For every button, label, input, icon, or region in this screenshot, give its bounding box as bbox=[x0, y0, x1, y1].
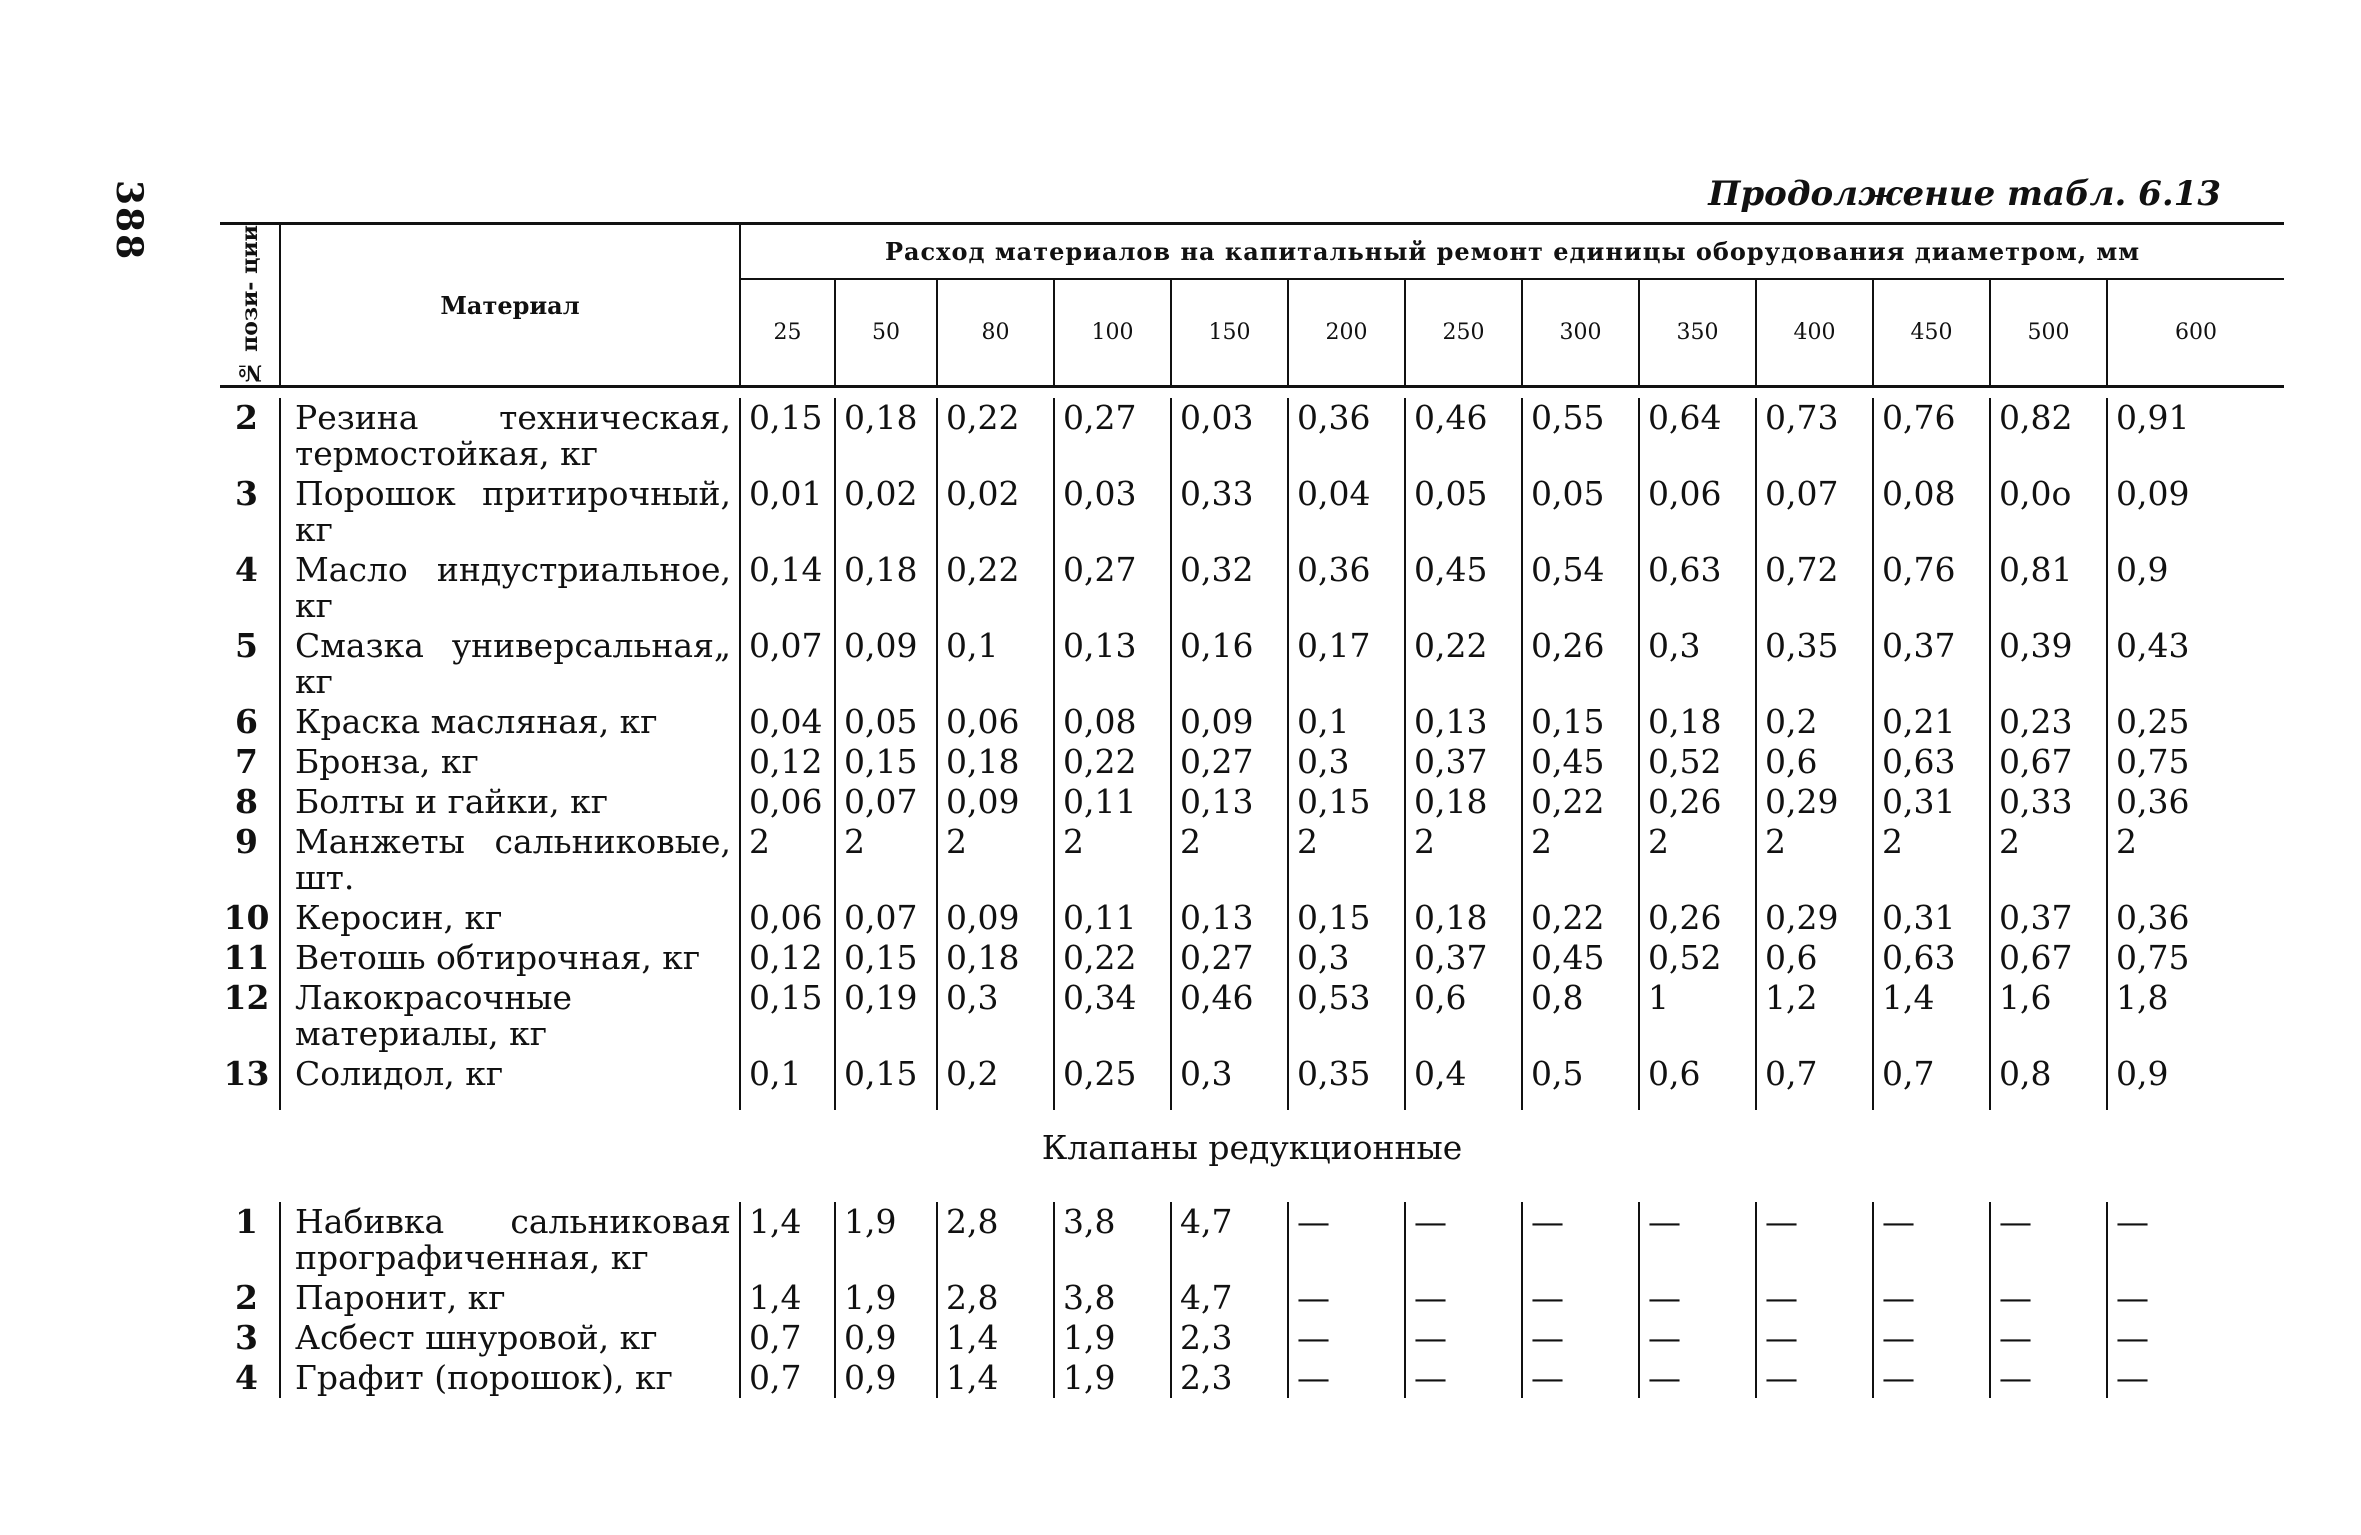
consumption-value: 0,27 bbox=[1054, 550, 1171, 626]
consumption-value: 0,53 bbox=[1288, 978, 1405, 1054]
diameter-header: 450 bbox=[1873, 279, 1990, 387]
consumption-value: 0,27 bbox=[1171, 938, 1288, 978]
consumption-value: 0,12 bbox=[740, 938, 835, 978]
consumption-value: 0,01 bbox=[740, 474, 835, 550]
consumption-value: — bbox=[2116, 1278, 2149, 1318]
consumption-value: 0,06 bbox=[740, 782, 835, 822]
consumption-value: 0,9 bbox=[835, 1358, 937, 1398]
consumption-value: 0,45 bbox=[1522, 742, 1639, 782]
diameter-header: 200 bbox=[1288, 279, 1405, 387]
diameter-header: 500 bbox=[1990, 279, 2107, 387]
table-row bbox=[220, 398, 2284, 474]
consumption-value: 0,08 bbox=[1054, 702, 1171, 742]
consumption-value: — bbox=[1522, 1318, 1639, 1358]
consumption-value: 3,8 bbox=[1054, 1278, 1171, 1318]
consumption-value: 0,37 bbox=[1405, 742, 1522, 782]
position-number: 7 bbox=[220, 742, 280, 782]
table-row bbox=[220, 898, 2284, 938]
consumption-value: — bbox=[2116, 1202, 2149, 1242]
consumption-value: 0,13 bbox=[1405, 702, 1522, 742]
consumption-value: — bbox=[2116, 1358, 2149, 1398]
consumption-value: 0,18 bbox=[1405, 782, 1522, 822]
consumption-value: — bbox=[1990, 1278, 2107, 1318]
consumption-value: — bbox=[1873, 1318, 1990, 1358]
consumption-value: 0,81 bbox=[1990, 550, 2107, 626]
position-number: 2 bbox=[220, 398, 280, 474]
consumption-value: 0,36 bbox=[1288, 550, 1405, 626]
consumption-value: 0,7 bbox=[1756, 1054, 1873, 1110]
consumption-value: 0,18 bbox=[937, 742, 1054, 782]
material-header: Материал bbox=[280, 224, 740, 387]
material-name: Масло индустриальное, кг bbox=[280, 550, 740, 626]
position-number: 5 bbox=[220, 626, 280, 702]
consumption-value: 0,75 bbox=[2116, 742, 2190, 782]
diameter-header: 25 bbox=[740, 279, 835, 387]
consumption-value: — bbox=[2116, 1318, 2149, 1358]
consumption-value: — bbox=[1639, 1318, 1756, 1358]
consumption-value: 0,45 bbox=[1405, 550, 1522, 626]
consumption-value: — bbox=[1288, 1278, 1405, 1318]
consumption-value: 0,05 bbox=[1522, 474, 1639, 550]
consumption-value: — bbox=[1288, 1358, 1405, 1398]
materials-table bbox=[220, 222, 2284, 1398]
consumption-value: 2 bbox=[1171, 822, 1288, 898]
consumption-value: 0,15 bbox=[740, 978, 835, 1054]
diameter-header: 600 bbox=[2175, 320, 2218, 346]
consumption-value: 0,32 bbox=[1171, 550, 1288, 626]
consumption-value: 0,37 bbox=[1990, 898, 2107, 938]
consumption-value: 0,82 bbox=[1990, 398, 2107, 474]
consumption-value: 0,25 bbox=[2116, 702, 2190, 742]
consumption-value: 0,54 bbox=[1522, 550, 1639, 626]
consumption-value: 2 bbox=[1990, 822, 2107, 898]
consumption-value: 0,46 bbox=[1405, 398, 1522, 474]
position-number: 10 bbox=[220, 898, 280, 938]
consumption-value: 0,36 bbox=[1288, 398, 1405, 474]
consumption-value: — bbox=[1990, 1318, 2107, 1358]
material-name: Порошок притирочный, кг bbox=[280, 474, 740, 550]
consumption-value: 0,11 bbox=[1054, 898, 1171, 938]
consumption-value: — bbox=[1873, 1358, 1990, 1398]
consumption-value: 0,1 bbox=[937, 626, 1054, 702]
consumption-value: 0,12 bbox=[740, 742, 835, 782]
consumption-value: 0,02 bbox=[835, 474, 937, 550]
consumption-value: 1,8 bbox=[2116, 978, 2169, 1018]
consumption-value: 1,2 bbox=[1756, 978, 1873, 1054]
consumption-value: — bbox=[1873, 1202, 1990, 1278]
consumption-value: — bbox=[1756, 1278, 1873, 1318]
position-number: 4 bbox=[220, 1358, 280, 1398]
consumption-value: 1,6 bbox=[1990, 978, 2107, 1054]
material-name: Резина техническая, термостойкая, кг bbox=[280, 398, 740, 474]
consumption-value: — bbox=[1405, 1358, 1522, 1398]
consumption-value: 0,03 bbox=[1054, 474, 1171, 550]
consumption-value: 0,15 bbox=[835, 742, 937, 782]
consumption-value: 2,8 bbox=[937, 1202, 1054, 1278]
consumption-value: 0,64 bbox=[1639, 398, 1756, 474]
consumption-value: 3,8 bbox=[1054, 1202, 1171, 1278]
consumption-value: 0,26 bbox=[1639, 898, 1756, 938]
table-row bbox=[220, 822, 2284, 898]
table-row bbox=[220, 742, 2284, 782]
consumption-value: 0,31 bbox=[1873, 898, 1990, 938]
consumption-value: — bbox=[1522, 1358, 1639, 1398]
consumption-value: 0,09 bbox=[1171, 702, 1288, 742]
material-name: Керосин, кг bbox=[280, 898, 740, 938]
consumption-value: 0,36 bbox=[2116, 782, 2190, 822]
consumption-value: 0,76 bbox=[1873, 550, 1990, 626]
consumption-value: 0,55 bbox=[1522, 398, 1639, 474]
position-number: 6 bbox=[220, 702, 280, 742]
position-header: № пози- ции bbox=[220, 224, 280, 387]
consumption-value: — bbox=[1288, 1202, 1405, 1278]
consumption-value: 2 bbox=[1756, 822, 1873, 898]
consumption-value: 0,46 bbox=[1171, 978, 1288, 1054]
consumption-value: 0,03 bbox=[1171, 398, 1288, 474]
consumption-value: 0,15 bbox=[835, 938, 937, 978]
consumption-value: 0,33 bbox=[1990, 782, 2107, 822]
consumption-value: 0,06 bbox=[937, 702, 1054, 742]
consumption-value: 0,09 bbox=[835, 626, 937, 702]
consumption-value: 0,35 bbox=[1756, 626, 1873, 702]
consumption-value: 0,16 bbox=[1171, 626, 1288, 702]
consumption-value: 0,09 bbox=[2116, 474, 2190, 514]
consumption-value: 0,1 bbox=[740, 1054, 835, 1110]
material-name: Ветошь обтирочная, кг bbox=[280, 938, 740, 978]
consumption-value: 0,91 bbox=[2116, 398, 2190, 438]
consumption-value: 1,4 bbox=[937, 1358, 1054, 1398]
consumption-value: 4,7 bbox=[1171, 1202, 1288, 1278]
consumption-value: — bbox=[1405, 1318, 1522, 1358]
consumption-value: 0,67 bbox=[1990, 938, 2107, 978]
consumption-value: 2 bbox=[740, 822, 835, 898]
table-row bbox=[220, 1278, 2284, 1318]
consumption-value: 2 bbox=[2116, 822, 2137, 862]
material-name: Бронза, кг bbox=[280, 742, 740, 782]
consumption-value: 0,18 bbox=[835, 550, 937, 626]
consumption-value: 0,26 bbox=[1639, 782, 1756, 822]
consumption-value: 2 bbox=[937, 822, 1054, 898]
consumption-value: 0,15 bbox=[1288, 898, 1405, 938]
consumption-value: — bbox=[1639, 1278, 1756, 1318]
table-row bbox=[220, 1318, 2284, 1358]
consumption-value: 0,15 bbox=[1288, 782, 1405, 822]
consumption-value: 2 bbox=[1639, 822, 1756, 898]
consumption-value: 1,4 bbox=[740, 1202, 835, 1278]
consumption-value: 0,07 bbox=[740, 626, 835, 702]
consumption-value: 0,72 bbox=[1756, 550, 1873, 626]
material-name: Графит (порошок), кг bbox=[280, 1358, 740, 1398]
table-caption: Продолжение табл. 6.13 bbox=[1708, 174, 2221, 214]
consumption-value: 0,15 bbox=[740, 398, 835, 474]
position-number: 4 bbox=[220, 550, 280, 626]
consumption-value: 0,2 bbox=[937, 1054, 1054, 1110]
consumption-value: — bbox=[1405, 1278, 1522, 1318]
diameter-header: 350 bbox=[1639, 279, 1756, 387]
consumption-value: 1,9 bbox=[835, 1278, 937, 1318]
consumption-value: — bbox=[1522, 1278, 1639, 1318]
consumption-value: 0,06 bbox=[740, 898, 835, 938]
consumption-value: 0,27 bbox=[1054, 398, 1171, 474]
consumption-value: 0,07 bbox=[835, 782, 937, 822]
consumption-value: 0,05 bbox=[835, 702, 937, 742]
consumption-value: 0,63 bbox=[1873, 938, 1990, 978]
consumption-value: 0,37 bbox=[1873, 626, 1990, 702]
consumption-value: 0,5 bbox=[1522, 1054, 1639, 1110]
consumption-value: 0,35 bbox=[1288, 1054, 1405, 1110]
position-number: 3 bbox=[220, 1318, 280, 1358]
section-title: Клапаны редукционные bbox=[1041, 1128, 1463, 1168]
consumption-value: 1,9 bbox=[1054, 1318, 1171, 1358]
consumption-value: 0,07 bbox=[835, 898, 937, 938]
table-row bbox=[220, 978, 2284, 1054]
consumption-value: 0,36 bbox=[2116, 898, 2190, 938]
consumption-value: 2 bbox=[1405, 822, 1522, 898]
consumption-value: — bbox=[1639, 1202, 1756, 1278]
table-row bbox=[220, 1202, 2284, 1278]
material-name: Асбест шнуровой, кг bbox=[280, 1318, 740, 1358]
consumption-value: 0,8 bbox=[1990, 1054, 2107, 1110]
consumption-value: 0,18 bbox=[1405, 898, 1522, 938]
consumption-value: 0,63 bbox=[1639, 550, 1756, 626]
consumption-value: — bbox=[1405, 1202, 1522, 1278]
diameter-header: 300 bbox=[1522, 279, 1639, 387]
consumption-value: 0,67 bbox=[1990, 742, 2107, 782]
consumption-value: 0,05 bbox=[1405, 474, 1522, 550]
consumption-value: 0,04 bbox=[1288, 474, 1405, 550]
material-name: Солидол, кг bbox=[280, 1054, 740, 1110]
consumption-value: 0,7 bbox=[740, 1358, 835, 1398]
consumption-value: 0,18 bbox=[937, 938, 1054, 978]
consumption-value: 0,3 bbox=[1288, 742, 1405, 782]
consumption-value: 0,22 bbox=[1405, 626, 1522, 702]
consumption-value: 0,25 bbox=[1054, 1054, 1171, 1110]
position-number: 12 bbox=[220, 978, 280, 1054]
diameter-header: 250 bbox=[1405, 279, 1522, 387]
consumption-value: 2 bbox=[1054, 822, 1171, 898]
consumption-value: 0,0о bbox=[1990, 474, 2107, 550]
consumption-value: 0,52 bbox=[1639, 938, 1756, 978]
position-number: 11 bbox=[220, 938, 280, 978]
consumption-value: 0,19 bbox=[835, 978, 937, 1054]
consumption-value: 0,13 bbox=[1171, 782, 1288, 822]
consumption-value: 2 bbox=[1873, 822, 1990, 898]
consumption-value: 0,13 bbox=[1054, 626, 1171, 702]
consumption-value: 0,22 bbox=[1054, 938, 1171, 978]
consumption-value: 0,11 bbox=[1054, 782, 1171, 822]
position-number: 9 bbox=[220, 822, 280, 898]
diameter-header: 100 bbox=[1054, 279, 1171, 387]
consumption-value: 0,9 bbox=[835, 1318, 937, 1358]
consumption-value: 0,18 bbox=[1639, 702, 1756, 742]
page-number: 388 bbox=[108, 180, 150, 262]
consumption-value: 2,3 bbox=[1171, 1358, 1288, 1398]
material-name: Краска масляная, кг bbox=[280, 702, 740, 742]
consumption-value: 0,1 bbox=[1288, 702, 1405, 742]
consumption-value: 0,9 bbox=[2116, 550, 2169, 590]
diameter-header: 150 bbox=[1171, 279, 1288, 387]
consumption-value: 0,27 bbox=[1171, 742, 1288, 782]
material-name: Набивка сальниковая прографиченная, кг bbox=[280, 1202, 740, 1278]
material-name: Болты и гайки, кг bbox=[280, 782, 740, 822]
consumption-value: 1 bbox=[1639, 978, 1756, 1054]
consumption-value: 0,14 bbox=[740, 550, 835, 626]
consumption-value: 0,73 bbox=[1756, 398, 1873, 474]
consumption-value: 1,4 bbox=[740, 1278, 835, 1318]
consumption-value: 0,09 bbox=[937, 782, 1054, 822]
consumption-value: 0,07 bbox=[1756, 474, 1873, 550]
consumption-value: 0,2 bbox=[1756, 702, 1873, 742]
consumption-value: 0,22 bbox=[1054, 742, 1171, 782]
position-number: 3 bbox=[220, 474, 280, 550]
consumption-value: 0,37 bbox=[1405, 938, 1522, 978]
consumption-value: 2 bbox=[1522, 822, 1639, 898]
position-number: 1 bbox=[220, 1202, 280, 1278]
consumption-value: 0,13 bbox=[1171, 898, 1288, 938]
consumption-value: — bbox=[1990, 1358, 2107, 1398]
consumption-value: 0,26 bbox=[1522, 626, 1639, 702]
consumption-value: 0,15 bbox=[1522, 702, 1639, 742]
position-number: 8 bbox=[220, 782, 280, 822]
consumption-value: 1,4 bbox=[937, 1318, 1054, 1358]
position-number: 2 bbox=[220, 1278, 280, 1318]
consumption-value: 0,21 bbox=[1873, 702, 1990, 742]
table-row bbox=[220, 702, 2284, 742]
consumption-value: 0,52 bbox=[1639, 742, 1756, 782]
consumption-value: 0,02 bbox=[937, 474, 1054, 550]
consumption-value: 0,76 bbox=[1873, 398, 1990, 474]
consumption-value: 0,22 bbox=[1522, 898, 1639, 938]
consumption-value: 0,3 bbox=[937, 978, 1054, 1054]
table-row bbox=[220, 782, 2284, 822]
consumption-value: — bbox=[1522, 1202, 1639, 1278]
table-row bbox=[220, 1358, 2284, 1398]
consumption-value: 0,17 bbox=[1288, 626, 1405, 702]
consumption-value: 0,6 bbox=[1756, 938, 1873, 978]
consumption-value: 0,22 bbox=[937, 550, 1054, 626]
consumption-value: — bbox=[1756, 1202, 1873, 1278]
diameter-header: 80 bbox=[937, 279, 1054, 387]
consumption-value: 2,8 bbox=[937, 1278, 1054, 1318]
consumption-value: 0,22 bbox=[937, 398, 1054, 474]
consumption-value: 0,45 bbox=[1522, 938, 1639, 978]
consumption-value: 0,29 bbox=[1756, 898, 1873, 938]
table-row bbox=[220, 1054, 2284, 1110]
consumption-value: 0,31 bbox=[1873, 782, 1990, 822]
consumption-value: 0,63 bbox=[1873, 742, 1990, 782]
consumption-value: — bbox=[1756, 1318, 1873, 1358]
consumption-value: — bbox=[1873, 1278, 1990, 1318]
consumption-value: 1,9 bbox=[835, 1202, 937, 1278]
consumption-value: 0,7 bbox=[740, 1318, 835, 1358]
consumption-value: 0,7 bbox=[1873, 1054, 1990, 1110]
table-row bbox=[220, 938, 2284, 978]
diameter-header: 50 bbox=[835, 279, 937, 387]
consumption-value: 1,4 bbox=[1873, 978, 1990, 1054]
position-number: 13 bbox=[220, 1054, 280, 1110]
consumption-value: 0,29 bbox=[1756, 782, 1873, 822]
diameter-header: 400 bbox=[1756, 279, 1873, 387]
consumption-value: — bbox=[1288, 1318, 1405, 1358]
consumption-value: 0,08 bbox=[1873, 474, 1990, 550]
consumption-value: 0,9 bbox=[2116, 1054, 2169, 1094]
consumption-value: 0,33 bbox=[1171, 474, 1288, 550]
consumption-value: 0,18 bbox=[835, 398, 937, 474]
consumption-value: 0,4 bbox=[1405, 1054, 1522, 1110]
consumption-value: 0,06 bbox=[1639, 474, 1756, 550]
consumption-value: 0,22 bbox=[1522, 782, 1639, 822]
consumption-value: — bbox=[1756, 1358, 1873, 1398]
material-name: Лакокрасочные материалы, кг bbox=[280, 978, 740, 1054]
consumption-value: 2 bbox=[1288, 822, 1405, 898]
consumption-value: 0,3 bbox=[1288, 938, 1405, 978]
consumption-value: 0,3 bbox=[1171, 1054, 1288, 1110]
consumption-value: 2 bbox=[835, 822, 937, 898]
consumption-value: 0,04 bbox=[740, 702, 835, 742]
material-name: Паронит, кг bbox=[280, 1278, 740, 1318]
consumption-value: — bbox=[1990, 1202, 2107, 1278]
table-row bbox=[220, 550, 2284, 626]
material-name: Манжеты сальниковые, шт. bbox=[280, 822, 740, 898]
consumption-value: 0,09 bbox=[937, 898, 1054, 938]
table-row bbox=[220, 626, 2284, 702]
consumption-value: 0,6 bbox=[1639, 1054, 1756, 1110]
consumption-value: 2,3 bbox=[1171, 1318, 1288, 1358]
consumption-value: 0,43 bbox=[2116, 626, 2190, 666]
consumption-value: 0,23 bbox=[1990, 702, 2107, 742]
consumption-value: 4,7 bbox=[1171, 1278, 1288, 1318]
consumption-value: 0,3 bbox=[1639, 626, 1756, 702]
consumption-value: 0,75 bbox=[2116, 938, 2190, 978]
consumption-group-header: Расход материалов на капитальный ремонт единицы оборудования диаметром, мм bbox=[740, 224, 2284, 279]
consumption-value: 0,39 bbox=[1990, 626, 2107, 702]
consumption-value: 0,6 bbox=[1405, 978, 1522, 1054]
consumption-value: 0,34 bbox=[1054, 978, 1171, 1054]
consumption-value: 1,9 bbox=[1054, 1358, 1171, 1398]
consumption-value: 0,6 bbox=[1756, 742, 1873, 782]
material-name: Смазка универсальная„ кг bbox=[280, 626, 740, 702]
consumption-value: 0,8 bbox=[1522, 978, 1639, 1054]
consumption-value: — bbox=[1639, 1358, 1756, 1398]
consumption-value: 0,15 bbox=[835, 1054, 937, 1110]
table-row bbox=[220, 474, 2284, 550]
